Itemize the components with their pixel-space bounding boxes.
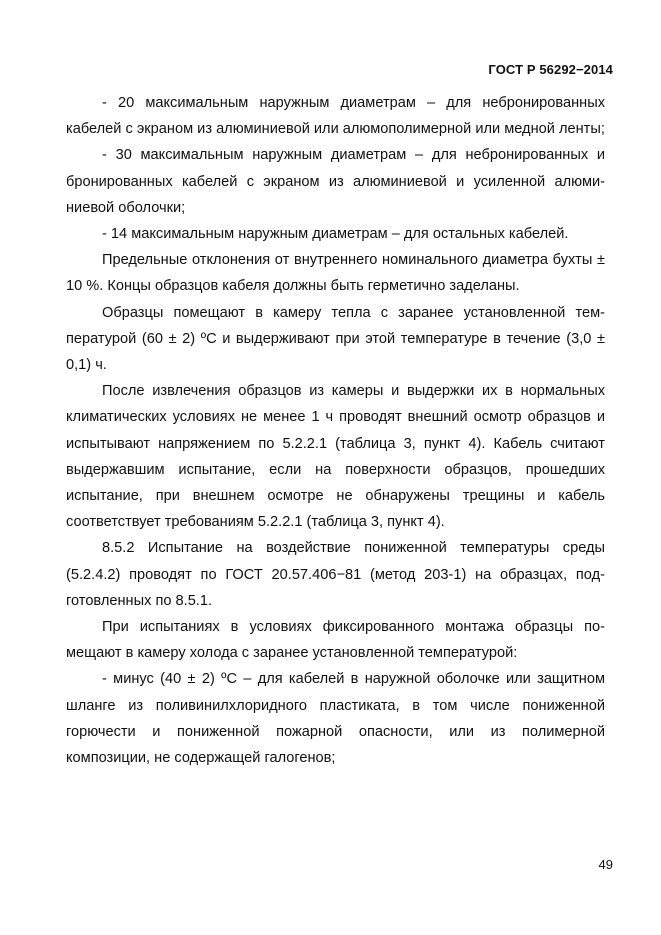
document-code-header: ГОСТ Р 56292−2014: [488, 62, 613, 77]
page-number: 49: [598, 857, 613, 872]
paragraph-item-20-diameters: - 20 максимальным наружным диаметрам – для небронированных кабелей с экраном из алюминиевой или алюмополимерной или медной ленты;: [66, 95, 605, 138]
document-body: [66, 90, 605, 771]
paragraph-heat-chamber: Образцы помещают в камеру тепла с заранее установленной температурой (60 ± 2) ºС и выдерживают при этой температуре в течение (3,0 ± 0,1) ч.: [66, 304, 605, 374]
paragraph-minus-40: - минус (40 ± 2) ºС – для кабелей в наружной оболочке или защитном шланге из поливинилхлоридного пластиката, в том числе пониженной горючести и пониженной пожарной опасности, или из полимерной композиции, не содержащей галогенов;: [66, 671, 605, 767]
paragraph-item-30-diameters: - 30 максимальным наружным диаметрам – для небронированных и бронированных кабелей с экраном из алюминиевой и усиленной алюминиевой оболочки;: [66, 147, 605, 216]
paragraph-deviation-tolerance: Предельные отклонения от внутреннего номинального диаметра бухты ± 10 %. Концы образцов кабеля должны быть герметично заделаны.: [66, 252, 605, 295]
paragraph-item-14-diameters: - 14 максимальным наружным диаметрам – для остальных кабелей.: [102, 226, 569, 243]
paragraph-fixed-mounting: При испытаниях в условиях фиксированного монтажа образцы помещают в камеру холода с заранее установленной температурой:: [66, 619, 605, 662]
paragraph-inspection-result: После извлечения образцов из камеры и выдержки их в нормальных климатических условиях не менее 1 ч проводят внешний осмотр образцов и испытывают напряжением по 5.2.2.1 (таблица 3, пункт 4). Кабель считают выдержавшим испытание, если на поверхности образцов, прошедших испытание, при внешнем осмотре не обнаружены трещины и кабель соответствует требованиям 5.2.2.1 (таблица 3, пункт 4).: [66, 383, 605, 531]
paragraph-section-8-5-2: 8.5.2 Испытание на воздействие пониженной температуры среды (5.2.4.2) проводят по ГОСТ 20.57.406−81 (метод 203-1) на образцах, подготовленных по 8.5.1.: [66, 540, 605, 609]
